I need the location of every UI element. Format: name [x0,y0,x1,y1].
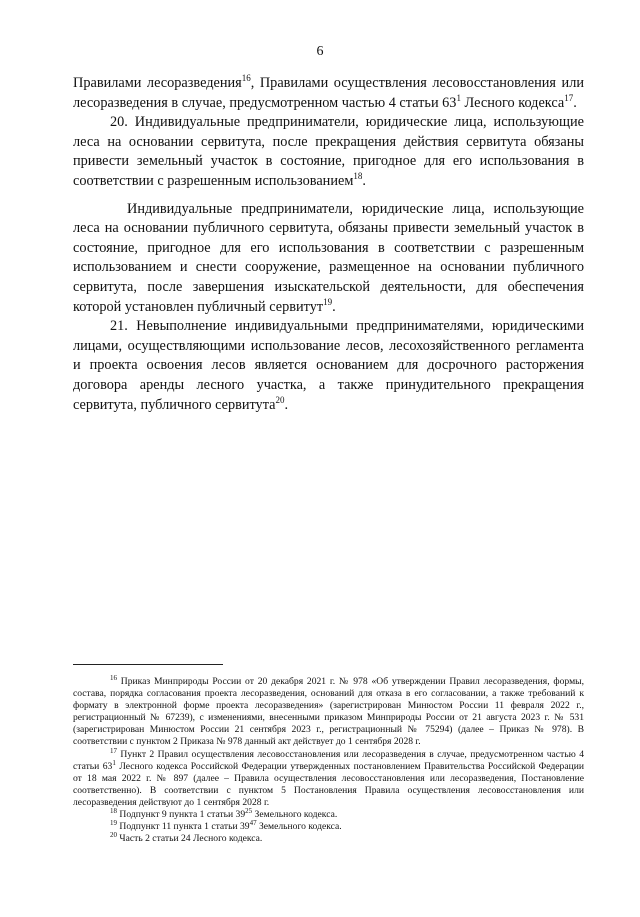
text-segment: , Правилами осуществления лесовосстановления или лесоразведения в случае, предусмотренном частью 4 статьи 63 [73,75,584,111]
footnote-text: Подпункт 9 пункта 1 статьи 39 [117,809,246,821]
footnote-number: 18 [110,806,117,815]
footnote-text: Земельного кодекса. [256,821,342,833]
footnote-20 [73,833,584,845]
text-segment: . [284,396,289,413]
footnote-18 [73,806,584,821]
page-number: 6 [316,44,324,59]
footnote-text: Лесного кодекса Российской Федерации утвержденных постановлением Правительства Российской Федерации от 18 мая 2022 г. № 897 (далее – Правила осуществления лесовосстановления или лесоразведения, Постановление соответственно). В соответствии с пунктом 5 Постановления Правила осуществления лесовосстановления или лесоразведения действуют до 1 сентября 2028 г. [73,760,584,808]
footnote-text: Часть 2 статьи 24 Лесного кодекса. [117,833,263,845]
footnote-17 [73,746,584,809]
body-text [73,74,584,415]
footnote-ref: 16 [241,73,251,84]
text-segment: . [362,172,366,189]
footnote-19 [73,818,584,833]
paragraph-item-21 [73,317,584,415]
footnote-text: Пункт 2 Правил осуществления лесовосстановления или лесоразведения в случае, предусмотренном частью 4 статьи 63 [73,748,584,772]
footnote-ref: 17 [564,92,574,103]
superscript: 47 [249,818,257,827]
footnote-text: Земельного кодекса. [252,809,338,821]
footnote-ref: 18 [353,171,363,182]
paragraph-item-20 [73,113,584,191]
footnote-number: 19 [110,818,117,827]
footnote-text: Подпункт 11 пункта 1 статьи 39 [117,821,250,833]
superscript: 1 [112,758,116,767]
paragraph-continuation [73,74,584,113]
paragraph-public-servitude [73,200,584,318]
text-segment: . [573,94,577,111]
footnote-ref: 19 [323,296,333,307]
footnote-number: 17 [110,746,117,755]
footnote-ref: 20 [275,394,285,405]
text-segment: 21. Невыполнение индивидуальными предпринимателями, юридическими лицами, осуществляющими использование лесов, лесохозяйственного регламента и проекта освоения лесов является основанием для досрочного расторжения договора аренды лесного участка, а также принудительного прекращения сервитута, публичного сервитута [73,318,584,413]
footnote-16 [73,673,584,749]
superscript: 1 [456,92,461,103]
text-segment: Лесного кодекса [460,94,565,111]
footnote-separator [73,664,223,665]
footnotes [73,673,584,845]
footnote-text: Приказ Минприроды России от 20 декабря 2021 г. № 978 «Об утверждении Правил лесоразведения, формы, состава, порядка согласования проекта лесоразведения, оснований для отказа в его согласовании, а также требований к формату в электронной форме проекта лесоразведения» (зарегистрирован Минюстом России 11 февраля 2022 г., регистрационный № 67239), с изменениями, внесенными приказом Минприроды России от 21 августа 2023 г. № 531 (зарегистрирован Минюстом России 21 сентября 2023 г., регистрационный № 75294) (далее – Приказ № 978). В соответствии с пунктом 2 Приказа № 978 данный акт действует до 1 сентября 2028 г. [73,676,584,748]
text-segment: Индивидуальные предприниматели, юридические лица, использующие леса на основании публичного сервитута, обязаны привести земельный участок в состояние, пригодное для его использования в соответствии с разрешенным использованием и снести сооружение, размещенное на основании публичного сервитута, после завершения изыскательской деятельности, для обеспечения которой установлен публичный сервитут [73,200,584,315]
footnote-number: 20 [110,831,117,840]
footnote-number: 16 [110,673,117,682]
superscript: 25 [245,806,253,815]
text-segment: Правилами лесоразведения [73,75,242,91]
text-segment: . [332,298,336,315]
text-segment: 20. Индивидуальные предприниматели, юридические лица, использующие леса на основании сервитута, после прекращения действия сервитута обязаны привести земельный участок в состояние, пригодное для его использования в соответствии с разрешенным использованием [73,114,584,189]
